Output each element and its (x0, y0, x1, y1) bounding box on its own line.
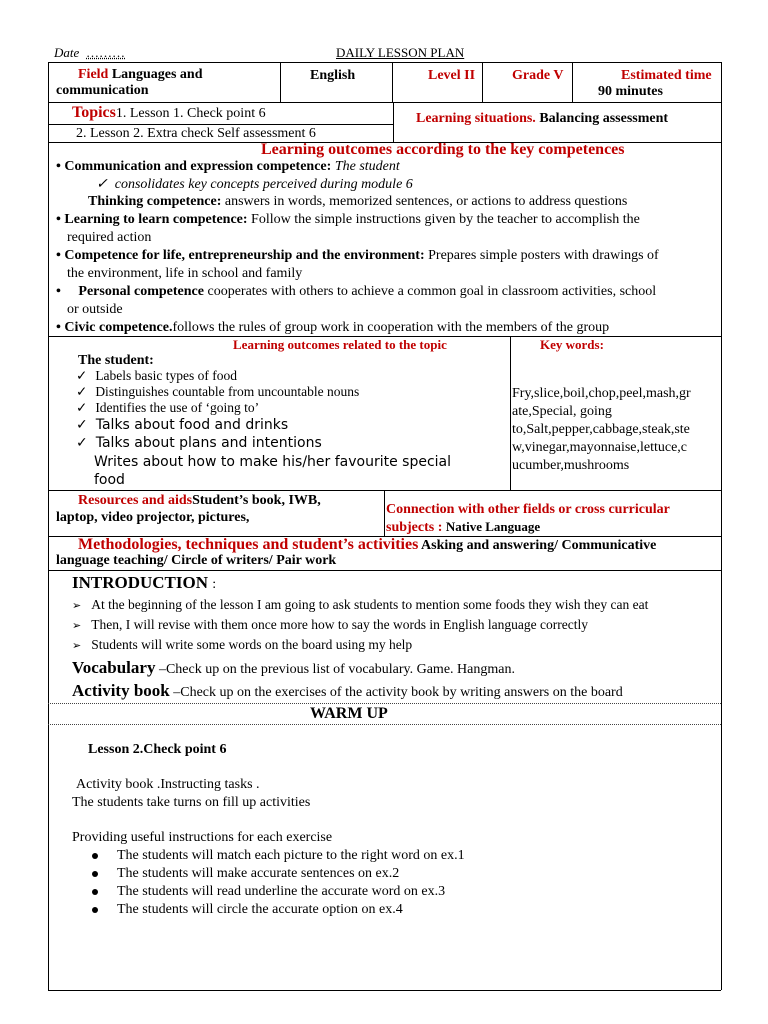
connection-label: Connection with other fields or cross curricular (386, 502, 670, 517)
outcome-text: Distinguishes countable from uncountable nouns (95, 384, 360, 399)
comm-label: Communication and expression competence: (64, 159, 332, 174)
comm-value: The student (334, 159, 400, 174)
keyword-line: ate,Special, going (512, 404, 612, 419)
life-competence: • Competence for life, entrepreneurship and the environment: Prepares simple posters with drawings of (56, 248, 659, 263)
bullet-icon (92, 871, 98, 877)
keyword-line: ucumber,mushrooms (512, 458, 630, 473)
civic-label: Civic competence. (64, 320, 173, 335)
divider (48, 570, 721, 571)
grade: Grade V (512, 68, 564, 83)
learning-competence: • Learning to learn competence: Follow the simple instructions given by the teacher to accomplish the (56, 212, 640, 227)
outcome-item (76, 400, 259, 416)
student-label: The student: (78, 353, 154, 368)
learning-label: Learning to learn competence: (64, 212, 248, 227)
comm-check-text: consolidates key concepts perceived during module 6 (114, 177, 413, 192)
outcome-item (76, 368, 237, 384)
outcome-text: Identifies the use of ‘going to’ (95, 400, 260, 415)
keyword-line: to,Salt,pepper,cabbage,steak,ste (512, 422, 690, 437)
frame-bottom (48, 990, 721, 991)
keyword-line: Fry,slice,boil,chop,peel,mash,gr (512, 386, 691, 401)
field-label: Field (78, 67, 109, 82)
learning-situations (416, 111, 668, 127)
warmup-item (92, 848, 465, 864)
check-icon: ✓ (76, 368, 88, 383)
resources-label: Resources and aids (78, 493, 193, 508)
intro-text: Then, I will revise with them once more how to say the words in English language correctly (91, 617, 588, 632)
outcome-extra-1: Writes about how to make his/her favourite special (94, 454, 452, 470)
outcome-extra-2: food (94, 472, 125, 488)
thinking-value: answers in words, memorized sentences, or actions to address questions (224, 194, 628, 209)
time-value: 90 minutes (598, 84, 663, 99)
vocabulary-line (72, 658, 515, 678)
topics-lesson-1: 1. Lesson 1. Check point 6 (115, 106, 266, 121)
field-value-2: communication (56, 83, 149, 98)
comm-competence: • Communication and expression competence: The student (56, 159, 400, 174)
arrow-bullet-icon: ➢ (72, 619, 82, 632)
intro-item (72, 617, 588, 633)
intro-text: At the beginning of the lesson I am going to ask students to mention some foods they wish they can eat (91, 597, 649, 612)
outcome-item (76, 417, 288, 433)
warmup-text: The students will make accurate sentences on ex.2 (117, 866, 400, 881)
page-title: DAILY LESSON PLAN (336, 45, 465, 60)
frame-right (721, 62, 722, 990)
thinking-competence (88, 194, 627, 210)
connection-label-2: subjects : (386, 520, 443, 535)
activity-label: Activity book (72, 681, 170, 700)
warmup-item (92, 866, 399, 882)
divider (48, 724, 721, 725)
introduction-colon: : (212, 577, 217, 592)
resources-value-2: laptop, video projector, pictures, (56, 510, 250, 525)
arrow-bullet-icon: ➢ (72, 639, 82, 652)
divider (384, 490, 385, 536)
activity-book-line (72, 681, 623, 701)
topics-label: Topics (72, 104, 116, 121)
divider (48, 703, 721, 704)
personal-value-1: cooperates with others to achieve a common goal in classroom activities, school (207, 284, 657, 299)
connection-value: Native Language (445, 519, 541, 534)
bullet-icon (92, 907, 98, 913)
personal-competence: • Personal competence cooperates with others to achieve a common goal in classroom activities, school (56, 284, 657, 299)
activity-value: –Check up on the exercises of the activity book by writing answers on the board (173, 685, 623, 700)
introduction-heading: INTRODUCTION (72, 573, 209, 592)
warmup-heading: WARM UP (310, 705, 388, 722)
field-value: Languages and (111, 67, 203, 82)
arrow-bullet-icon: ➢ (72, 599, 82, 612)
check-icon: ✓ (76, 435, 88, 451)
field-cell (78, 67, 203, 83)
introduction-heading-row (72, 573, 216, 593)
learning-value-1: Follow the simple instructions given by the teacher to accomplish the (251, 212, 640, 227)
warmup-item (92, 884, 445, 900)
intro-text: Students will write some words on the board using my help (91, 637, 413, 652)
outcome-text: Talks about food and drinks (95, 417, 289, 433)
competences-heading: Learning outcomes according to the key competences (261, 141, 625, 158)
time-label: Estimated time (621, 68, 712, 83)
thinking-label: Thinking competence: (88, 194, 222, 209)
warmup-line-3: Providing useful instructions for each exercise (72, 830, 333, 845)
warmup-text: The students will match each picture to the right word on ex.1 (117, 848, 465, 863)
divider (48, 102, 721, 103)
level: Level II (428, 68, 476, 83)
bullet-icon (92, 853, 98, 859)
divider (48, 124, 393, 125)
personal-label: Personal competence (78, 284, 204, 299)
warmup-line-2: The students take turns on fill up activities (72, 795, 311, 810)
divider (572, 62, 573, 102)
outcome-item (76, 384, 359, 400)
divider (482, 62, 483, 102)
life-label: Competence for life, entrepreneurship and the environment: (64, 248, 425, 263)
methods-value-2: language teaching/ Circle of writers/ Pair work (56, 553, 337, 568)
divider (510, 336, 511, 490)
divider (280, 62, 281, 102)
outcome-text: Talks about plans and intentions (95, 435, 322, 451)
bullet-icon (92, 889, 98, 895)
intro-item (72, 637, 412, 653)
subject: English (310, 68, 356, 83)
learning-value-2: required action (67, 230, 152, 245)
outcome-item (76, 435, 322, 451)
resources-value-1: Student’s book, IWB, (192, 493, 321, 508)
warmup-text: The students will circle the accurate option on ex.4 (117, 902, 403, 917)
methods-line-1 (78, 536, 656, 554)
personal-value-2: or outside (67, 302, 123, 317)
check-icon: ✓ (76, 417, 88, 433)
civic-competence: • Civic competence.follows the rules of group work in cooperation with the members of the group (56, 320, 610, 335)
topics-line-1 (72, 104, 266, 122)
life-value-1: Prepares simple posters with drawings of (428, 248, 659, 263)
methods-value-1: Asking and answering/ Communicative (421, 538, 657, 553)
keyword-line: w,vinegar,mayonnaise,lettuce,c (512, 440, 688, 455)
resources-line-1 (78, 493, 321, 509)
outcomes-heading: Learning outcomes related to the topic (233, 337, 447, 352)
check-icon: ✓ (96, 177, 108, 192)
vocab-label: Vocabulary (72, 658, 156, 677)
keywords-heading: Key words: (540, 337, 604, 352)
divider (392, 62, 393, 102)
frame-left (48, 62, 49, 990)
warmup-item (92, 902, 403, 918)
outcome-text: Labels basic types of food (95, 368, 238, 383)
comm-check-item (96, 177, 413, 193)
warmup-text: The students will read underline the accurate word on ex.3 (117, 884, 446, 899)
check-icon: ✓ (76, 400, 88, 415)
methods-label: Methodologies, techniques and student’s activities (78, 536, 419, 553)
warmup-lesson: Lesson 2.Check point 6 (88, 742, 227, 757)
civic-value: follows the rules of group work in cooperation with the members of the group (172, 320, 610, 335)
topics-lesson-2: 2. Lesson 2. Extra check Self assessment 6 (76, 126, 316, 141)
situations-value: Balancing assessment (539, 111, 669, 126)
date-label: Date (54, 45, 80, 60)
intro-item (72, 597, 648, 613)
life-value-2: the environment, life in school and family (67, 266, 303, 281)
situations-label: Learning situations. (416, 111, 536, 126)
frame-top (48, 62, 721, 63)
connection-line-2 (386, 520, 540, 536)
check-icon: ✓ (76, 384, 88, 399)
divider (393, 102, 394, 142)
vocab-value: –Check up on the previous list of vocabulary. Game. Hangman. (158, 662, 515, 677)
warmup-line-1: Activity book .Instructing tasks . (76, 777, 260, 792)
date-value: ……… (86, 45, 125, 60)
